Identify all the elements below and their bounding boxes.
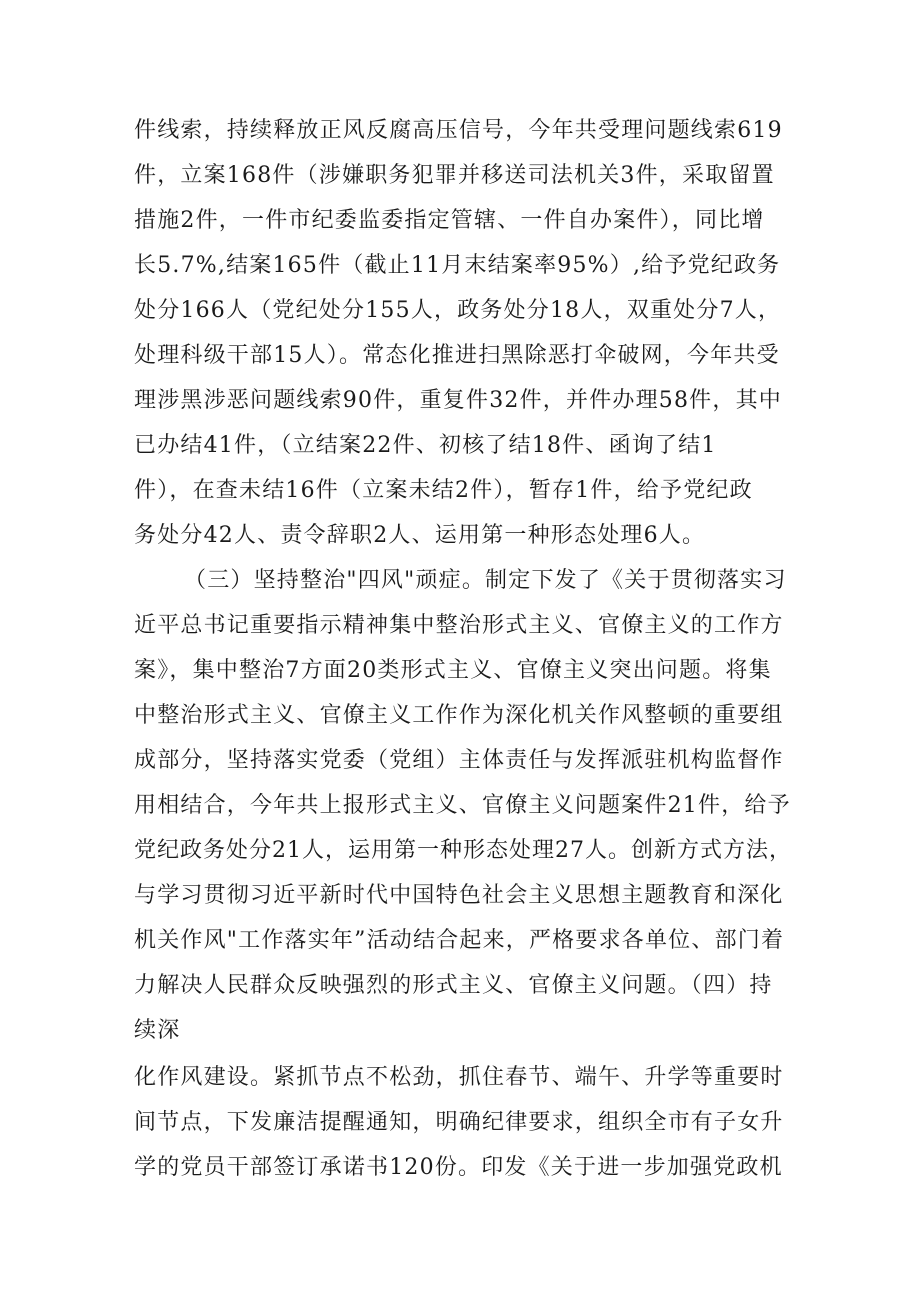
text-line: 机关作风"工作落实年”活动结合起来，严格要求各单位、部门着 [134, 928, 785, 953]
text-line: 中整治形式主义、官僚主义工作作为深化机关作风整顿的重要组 [134, 703, 784, 728]
text-line: 续深 [134, 1018, 181, 1043]
paragraph-heading-line: （三）坚持整治"四风"顽症。制定下发了《关于贯彻落实习 [184, 568, 787, 593]
text-line: 件线索，持续释放正风反腐高压信号，今年共受理问题线索619 [134, 118, 783, 143]
text-line: 间节点，下发廉洁提醒通知，明确纪律要求，组织全市有子女升 [134, 1110, 784, 1135]
text-line: 务处分42人、责令辞职2人、运用第一种形态处理6人。 [134, 523, 706, 548]
text-line: 已办结41件，（立结案22件、初核了结18件、函询了结1 [134, 433, 717, 458]
text-line: 近平总书记重要指示精神集中整治形式主义、官僚主义的工作方 [134, 613, 784, 638]
text-line: 长5.7%,结案165件（截止11月末结案率95%）,给予党纪政务 [134, 253, 781, 278]
text-line: 力解决人民群众反映强烈的形式主义、官僚主义问题。（四）持 [134, 973, 773, 998]
text-line: 与学习贯彻习近平新时代中国特色社会主义思想主题教育和深化 [134, 883, 784, 908]
text-line: 化作风建设。紧抓节点不松劲，抓住春节、端午、升学等重要时 [134, 1065, 784, 1090]
text-line: 学的党员干部签订承诺书120份。印发《关于进一步加强党政机 [134, 1155, 783, 1180]
text-line: 件），在查未结16件（立案未结2件），暂存1件，给予党纪政 [134, 478, 753, 503]
text-line: 成部分，坚持落实党委（党组）主体责任与发挥派驻机构监督作 [134, 748, 784, 773]
text-line: 件，立案168件（涉嫌职务犯罪并移送司法机关3件，采取留置 [134, 163, 775, 188]
text-line: 处分166人（党纪处分155人，政务处分18人，双重处分7人， [134, 298, 782, 323]
text-line: 措施2件，一件市纪委监委指定管辖、一件自办案件），同比增 [134, 208, 765, 233]
text-line: 用相结合，今年共上报形式主义、官僚主义问题案件21件，给予 [134, 793, 791, 818]
text-line: 理涉黑涉恶问题线索90件，重复件32件，并件办理58件，其中 [134, 388, 782, 413]
text-line: 党纪政务处分21人，运用第一种形态处理27人。创新方式方法， [134, 838, 792, 863]
text-line: 处理科级干部15人）。常态化推进扫黑除恶打伞破网，今年共受 [134, 343, 780, 368]
text-line: 案》，集中整治7方面20类形式主义、官僚主义突出问题。将集 [134, 658, 772, 683]
